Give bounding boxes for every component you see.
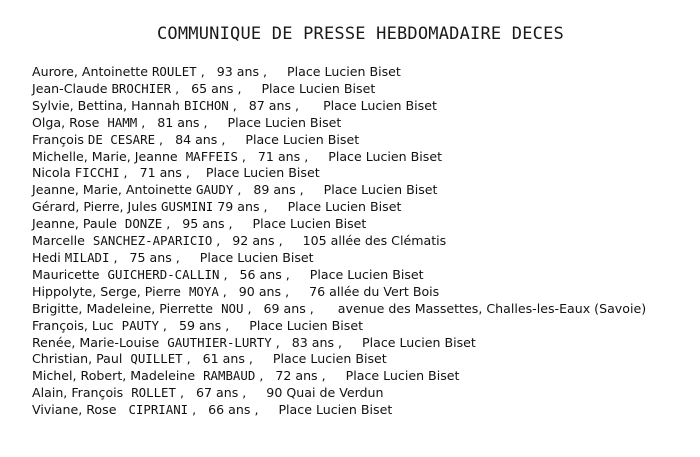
death-notice-entry	[32, 402, 694, 419]
death-notice-entry	[32, 216, 694, 233]
first-names: Jeanne, Paule	[32, 216, 125, 232]
age-and-location: , 71 ans , Place Lucien Biset	[119, 165, 320, 181]
document-title: COMMUNIQUE DE PRESSE HEBDOMADAIRE DECES	[157, 24, 564, 44]
age-and-location: , 90 ans , 76 allée du Vert Bois	[218, 283, 440, 299]
death-notice-entry	[32, 132, 694, 149]
age-and-location: 79 ans , Place Lucien Biset	[213, 199, 402, 215]
surname: GAUDY	[196, 182, 234, 198]
surname: GAUTHIER-LURTY	[167, 334, 272, 350]
first-names: Alain, François	[32, 385, 132, 401]
first-names: Michelle, Marie, Jeanne	[32, 148, 186, 164]
age-and-location: , 89 ans , Place Lucien Biset	[233, 182, 438, 198]
surname: DONZE	[124, 216, 163, 232]
death-notice-entry	[32, 233, 694, 250]
surname: NOU	[221, 300, 244, 316]
first-names: Nicola	[32, 165, 75, 181]
death-notice-entry	[32, 335, 694, 352]
first-names: Viviane, Rose	[32, 402, 129, 418]
surname: MOYA	[188, 283, 219, 299]
age-and-location: , 69 ans , avenue des Massettes, Challes-les-Eaux (Savoie)	[243, 300, 647, 316]
surname: FICCHI	[74, 165, 120, 181]
first-names: Brigitte, Madeleine, Pierrette	[32, 300, 222, 316]
first-names: Christian, Paul	[32, 351, 131, 367]
surname: ROLLET	[131, 385, 176, 401]
age-and-location: , 83 ans , Place Lucien Biset	[271, 334, 476, 350]
death-notice-entry	[32, 267, 694, 284]
first-names: Gérard, Pierre, Jules	[32, 199, 162, 215]
death-notice-entry	[32, 301, 694, 318]
death-notice-entry	[32, 182, 694, 199]
death-notice-list	[32, 64, 694, 419]
surname: MAFFEIS	[185, 148, 238, 164]
death-notice-entry	[32, 368, 694, 385]
surname: HAMM	[107, 114, 138, 130]
surname: CIPRIANI	[128, 402, 189, 418]
death-notice-entry	[32, 149, 694, 166]
first-names: Hippolyte, Serge, Pierre	[32, 283, 189, 299]
first-names: Mauricette	[32, 266, 108, 282]
age-and-location: , 71 ans , Place Lucien Biset	[237, 148, 443, 164]
age-and-location: , 72 ans , Place Lucien Biset	[255, 368, 460, 384]
surname: SANCHEZ-APARICIO	[92, 233, 213, 249]
death-notice-entry	[32, 250, 694, 267]
age-and-location: , 84 ans , Place Lucien Biset	[155, 131, 360, 147]
first-names: Hedi	[32, 249, 65, 265]
surname: RAMBAUD	[203, 368, 256, 384]
first-names: François	[32, 131, 88, 147]
surname: MILADI	[64, 249, 110, 265]
age-and-location: , 75 ans , Place Lucien Biset	[109, 249, 314, 265]
age-and-location: , 65 ans , Place Lucien Biset	[171, 80, 376, 96]
death-notice-entry	[32, 284, 694, 301]
age-and-location: , 67 ans , 90 Quai de Verdun	[175, 385, 384, 401]
first-names: Jean-Claude	[32, 80, 112, 96]
surname: QUILLET	[130, 351, 183, 367]
first-names: Michel, Robert, Madeleine	[32, 368, 204, 384]
age-and-location: , 93 ans , Place Lucien Biset	[196, 64, 401, 79]
age-and-location: , 66 ans , Place Lucien Biset	[188, 402, 393, 418]
surname: BROCHIER	[111, 80, 172, 96]
first-names: François, Luc	[32, 317, 122, 333]
death-notice-entry	[32, 64, 694, 81]
age-and-location: , 95 ans , Place Lucien Biset	[162, 216, 367, 232]
death-notice-entry	[32, 115, 694, 132]
surname: PAUTY	[121, 317, 159, 333]
death-notice-entry	[32, 81, 694, 98]
age-and-location: , 87 ans , Place Lucien Biset	[228, 97, 437, 113]
first-names: Sylvie, Bettina, Hannah	[32, 97, 184, 113]
age-and-location: , 56 ans , Place Lucien Biset	[219, 266, 424, 282]
surname: GUSMINI	[161, 199, 214, 215]
age-and-location: , 81 ans , Place Lucien Biset	[137, 114, 342, 130]
age-and-location: , 61 ans , Place Lucien Biset	[182, 351, 387, 367]
surname: BICHON	[183, 97, 229, 113]
first-names: Renée, Marie-Louise	[32, 334, 168, 350]
first-names: Jeanne, Marie, Antoinette	[32, 182, 197, 198]
surname: GUICHERD-CALLIN	[107, 266, 220, 282]
death-notice-entry	[32, 318, 694, 335]
age-and-location: , 59 ans , Place Lucien Biset	[158, 317, 364, 333]
first-names: Aurore, Antoinette	[32, 64, 152, 79]
age-and-location: , 92 ans , 105 allée des Clématis	[212, 233, 447, 249]
death-notice-entry	[32, 199, 694, 216]
surname: DE CESARE	[87, 131, 156, 147]
surname: ROULET	[151, 64, 197, 79]
first-names: Olga, Rose	[32, 114, 108, 130]
death-notice-entry	[32, 351, 694, 368]
death-notice-entry	[32, 98, 694, 115]
first-names: Marcelle	[32, 233, 93, 249]
death-notice-entry	[32, 385, 694, 402]
death-notice-entry	[32, 165, 694, 182]
